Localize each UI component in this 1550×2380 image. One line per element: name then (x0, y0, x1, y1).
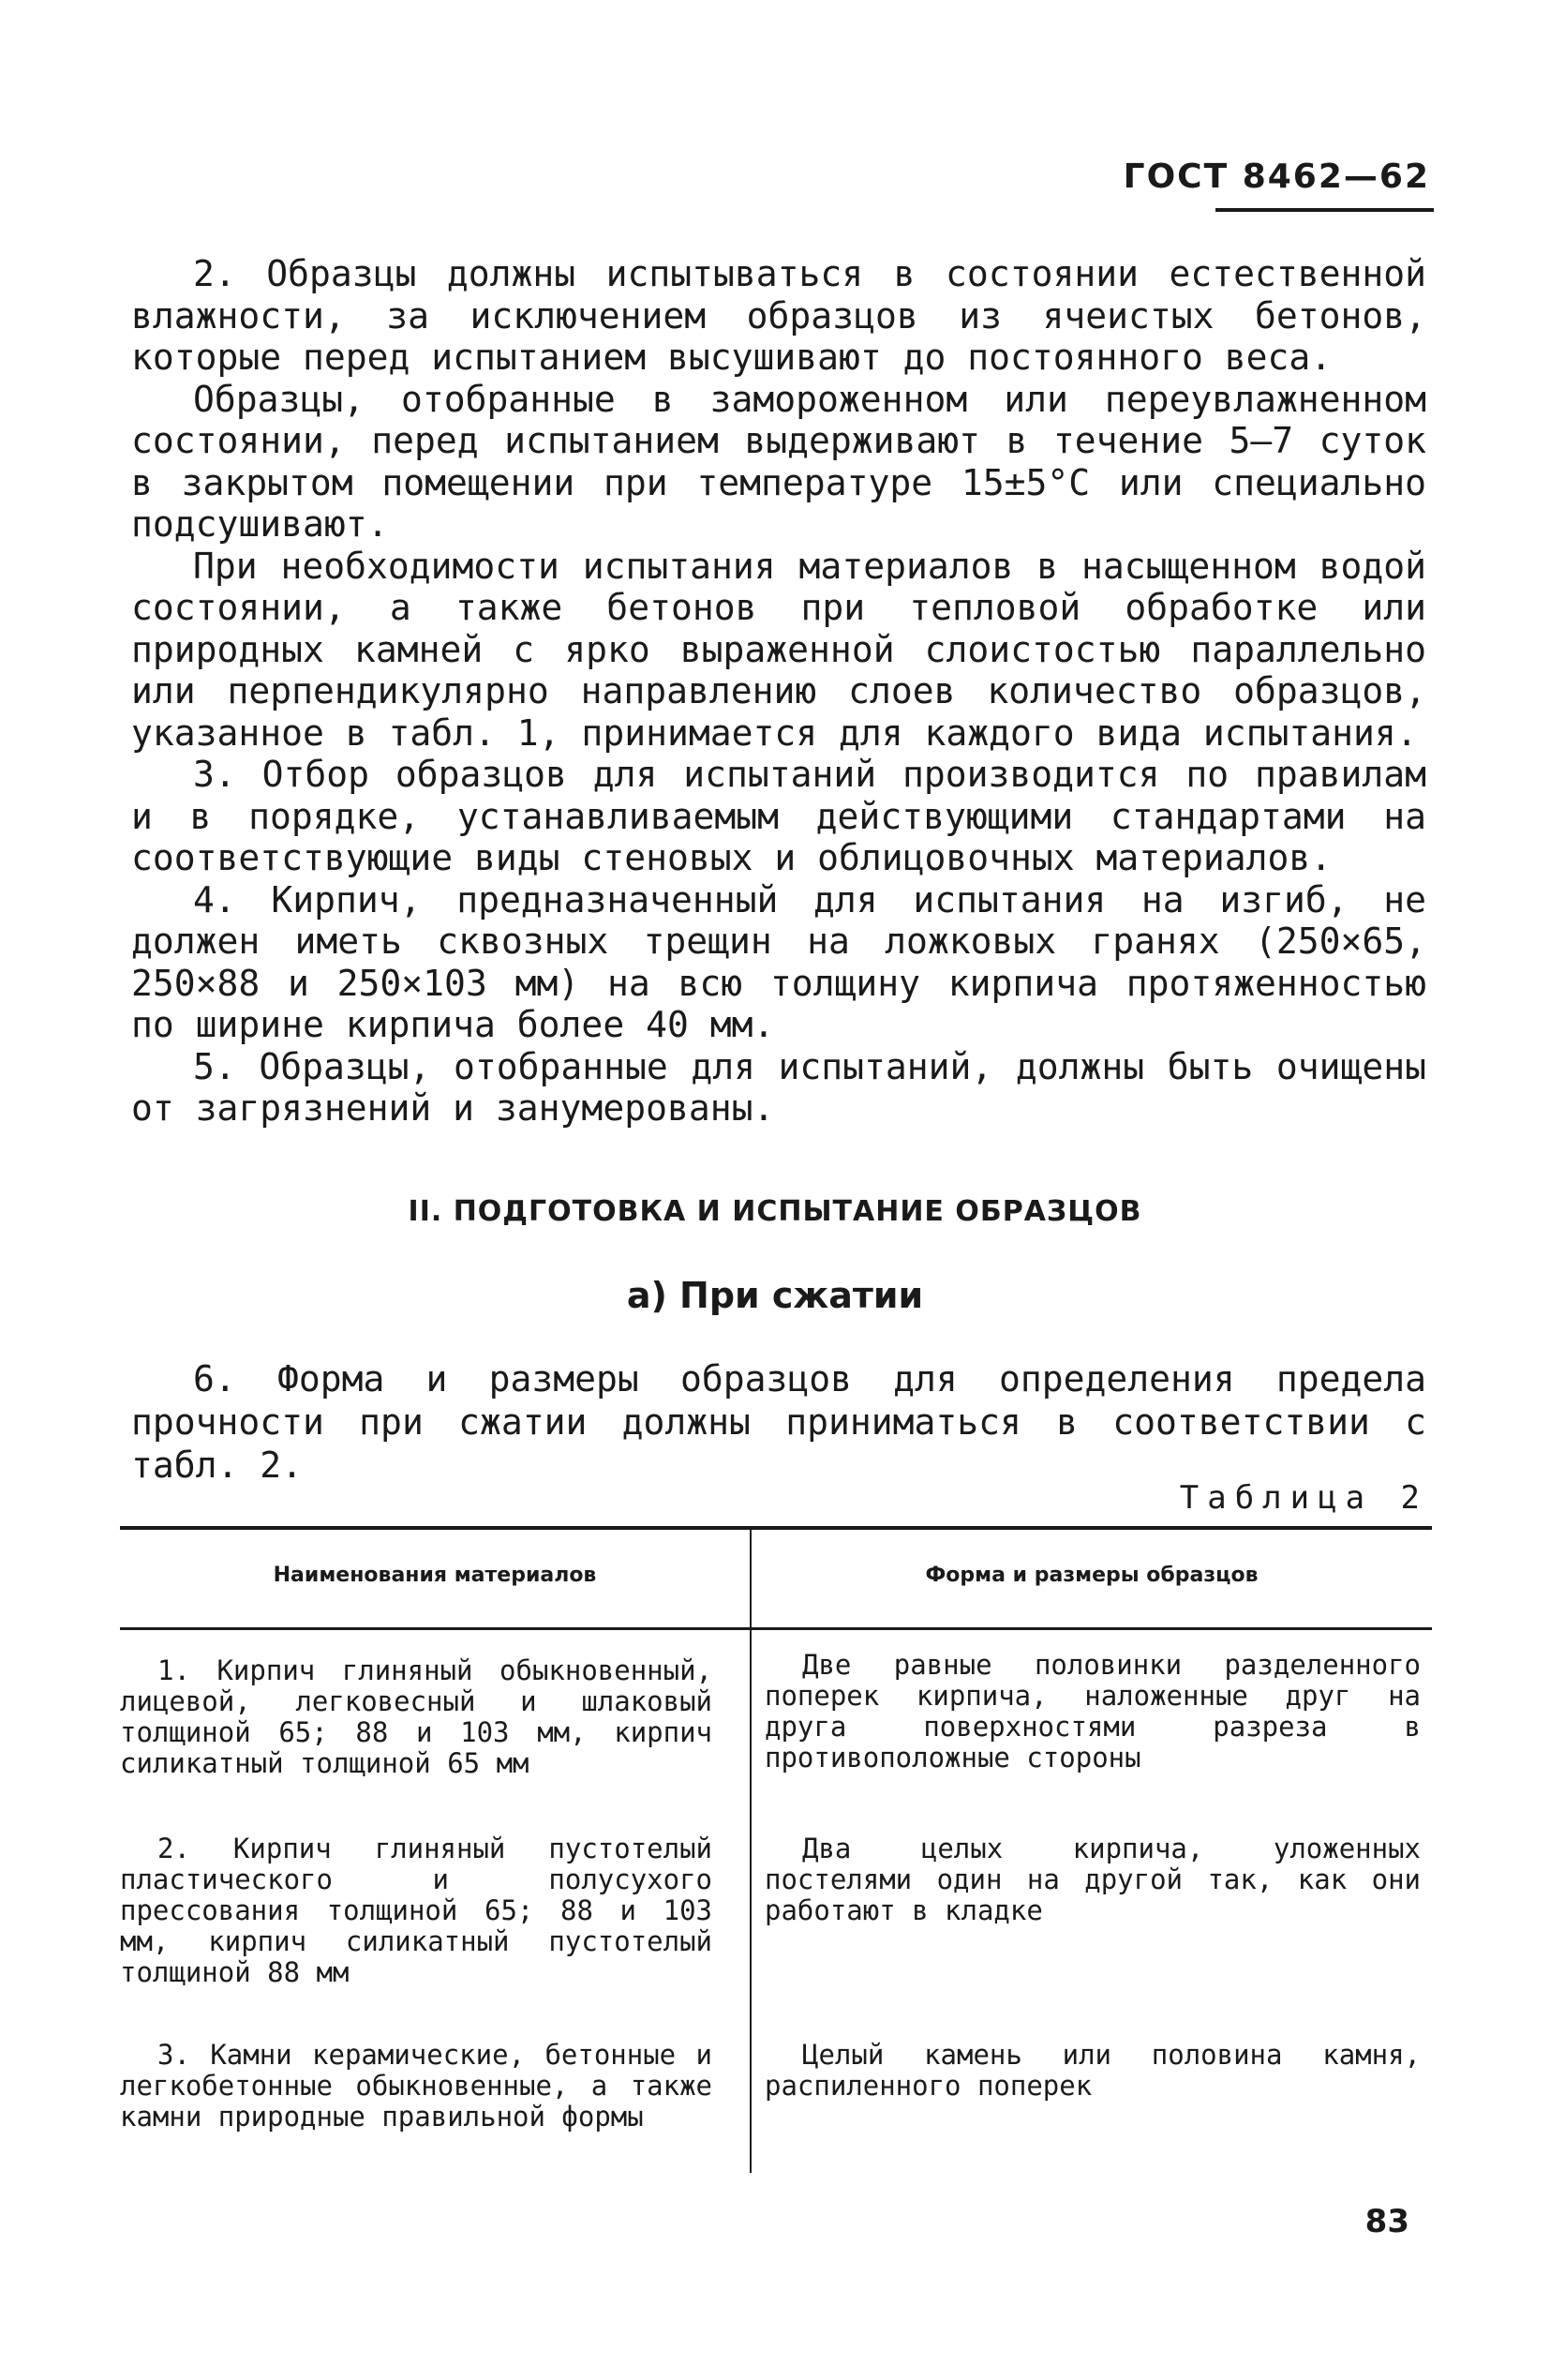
page-number: 83 (1364, 2203, 1409, 2240)
table-cell-material-1: 1. Кирпич глиняный обыкновенный, лицевой, легковесный и шлаковый толщиной 65; 88 и 103 мм, кирпич силикатный толщиной 65 мм (120, 1654, 712, 1779)
standard-header: ГОСТ 8462—62 (1123, 157, 1430, 196)
table-cell-material-3: 3. Камни керамические, бетонные и легкобетонные обыкновенные, а также камни природные правильной формы (120, 2039, 712, 2133)
table-header-rule (120, 1627, 1432, 1630)
paragraph-3: 3. Отбор образцов для испытаний производится по правилам и в порядке, устанавливаемым действующими стандартами на соответствующие виды стеновых и облицовочных материалов. (131, 754, 1426, 878)
header-rule (1215, 208, 1434, 212)
paragraph-4: 4. Кирпич, предназначенный для испытания на изгиб, не должен иметь сквозных трещин на ложковых гранях (250×65, 250×88 и 250×103 мм) на всю толщину кирпича протяженностью по ширине кирпича более 40 мм. (131, 878, 1426, 1045)
table-2 (120, 1526, 1432, 2182)
table-top-rule (120, 1526, 1432, 1530)
paragraph-6: 6. Форма и размеры образцов для определения предела прочности при сжатии должны приниматься в соответствии с табл. 2. (131, 1358, 1426, 1486)
table-cell-form-2: Два целых кирпича, уложенных постелями один на другой так, как они работают в кладке (765, 1833, 1421, 1926)
table-cell-material-2: 2. Кирпич глиняный пустотелый пластического и полусухого прессования толщиной 65; 88 и 103 мм, кирпич силикатный пустотелый толщиной 88 мм (120, 1833, 712, 1988)
table-column-divider (750, 1526, 752, 2173)
paragraph-2-cont-1: Образцы, отобранные в замороженном или переувлажненном состоянии, перед испытанием выдерживают в течение 5—7 суток в закрытом помещении при температуре 15±5°С или специально подсушивают. (131, 378, 1426, 545)
table-cell-form-3: Целый камень или половина камня, распиленного поперек (765, 2039, 1421, 2102)
section-subtitle: а) При сжатии (626, 1275, 924, 1316)
table-header-material: Наименования материалов (273, 1564, 597, 1587)
paragraph-2: 2. Образцы должны испытываться в состоянии естественной влажности, за исключением образцов из ячеистых бетонов, которые перед испытанием высушивают до постоянного веса. (131, 253, 1426, 378)
paragraph-6-block (131, 1357, 1426, 1487)
body-text (131, 253, 1426, 1130)
section-title: II. ПОДГОТОВКА И ИСПЫТАНИЕ ОБРАЗЦОВ (408, 1195, 1142, 1228)
paragraph-2-cont-2: При необходимости испытания материалов в насыщенном водой состоянии, а также бетонов при тепловой обработке или природных камней с ярко выраженной слоистостью параллельно или перпендикулярно направлению слоев количество образцов, указанное в табл. 1, принимается для каждого вида испытания. (131, 545, 1426, 754)
paragraph-5: 5. Образцы, отобранные для испытаний, должны быть очищены от загрязнений и занумерованы. (131, 1045, 1426, 1129)
table-cell-form-1: Две равные половинки разделенного поперек кирпича, наложенные друг на друга поверхностями разреза в противоположные стороны (765, 1649, 1421, 1774)
table-label: Таблица 2 (1179, 1479, 1428, 1517)
table-header-form: Форма и размеры образцов (925, 1564, 1259, 1587)
